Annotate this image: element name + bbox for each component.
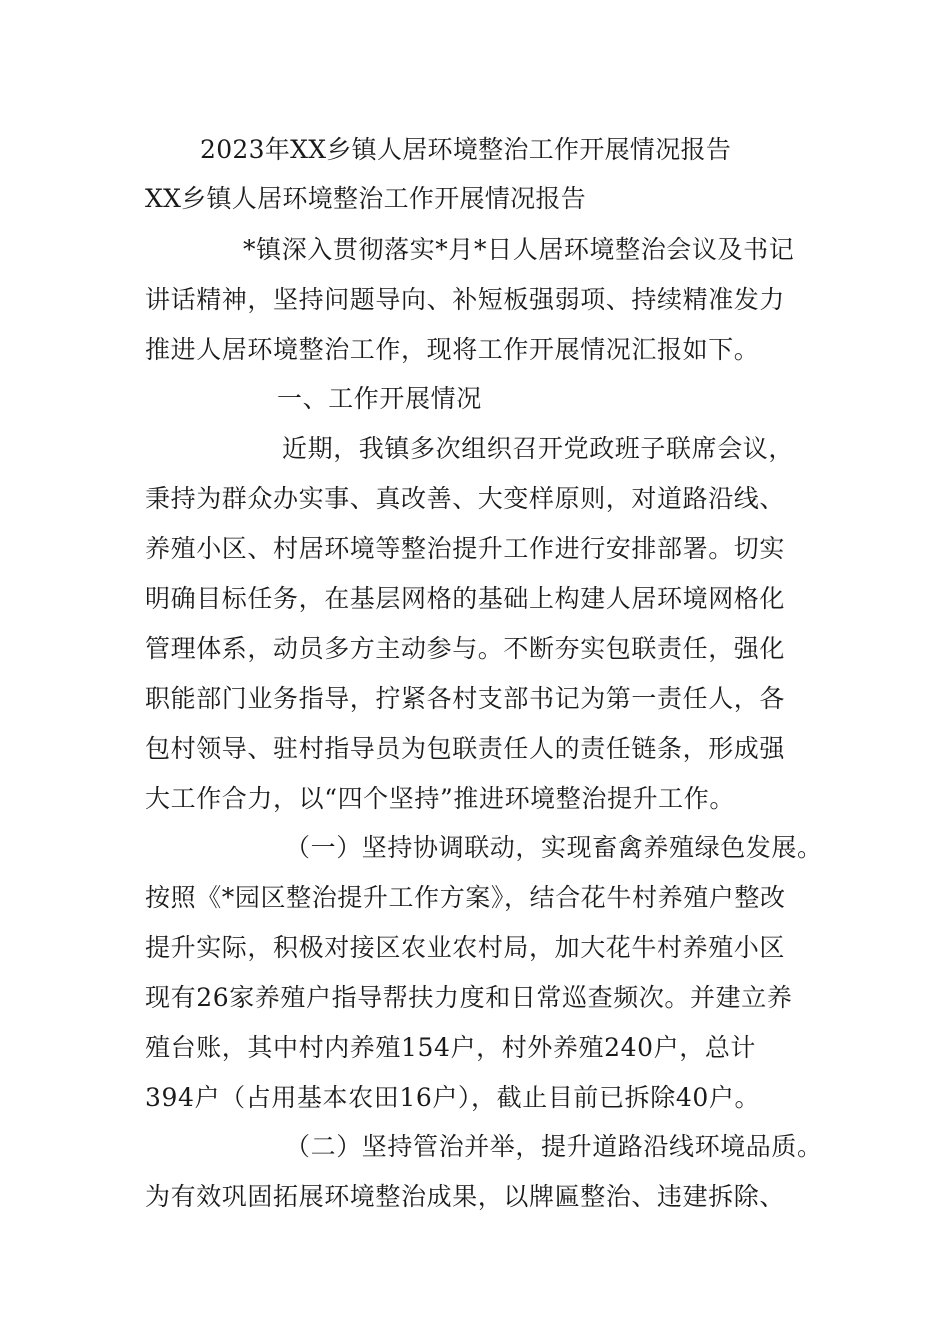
paragraph-line: 现有26家养殖户指导帮扶力度和日常巡查频次。并建立养	[145, 983, 793, 1012]
paragraph-line: *镇深入贯彻落实*月*日人居环境整治会议及书记	[243, 235, 795, 264]
paragraph-line: 提升实际，积极对接区农业农村局，加大花牛村养殖小区	[145, 933, 786, 962]
subsection-heading: （一）坚持协调联动，实现畜禽养殖绿色发展。	[285, 833, 823, 862]
paragraph-line: 秉持为群众办实事、真改善、大变样原则，对道路沿线、	[145, 484, 786, 513]
paragraph-line: 按照《*园区整治提升工作方案》，结合花牛村养殖户整改	[145, 883, 786, 912]
paragraph-line: 职能部门业务指导，拧紧各村支部书记为第一责任人，各	[145, 684, 786, 713]
document-subtitle: XX乡镇人居环境整治工作开展情况报告	[145, 184, 586, 213]
paragraph-line: 近期，我镇多次组织召开党政班子联席会议，	[282, 434, 795, 463]
paragraph-line: 养殖小区、村居环境等整治提升工作进行安排部署。切实	[145, 534, 786, 563]
paragraph-line: 为有效巩固拓展环境整治成果，以牌匾整治、违建拆除、	[145, 1182, 786, 1211]
paragraph-line: 大工作合力，以“四个坚持”推进环境整治提升工作。	[145, 784, 735, 813]
paragraph-line: 殖台账，其中村内养殖154户，村外养殖240户，总计	[145, 1033, 757, 1062]
paragraph-line: 明确目标任务，在基层网格的基础上构建人居环境网格化	[145, 584, 786, 613]
document-title: 2023年XX乡镇人居环境整治工作开展情况报告	[200, 135, 732, 164]
subsection-heading: （二）坚持管治并举，提升道路沿线环境品质。	[285, 1132, 823, 1161]
paragraph-line: 394户（占用基本农田16户），截止目前已拆除40户。	[145, 1083, 761, 1112]
section-heading: 一、工作开展情况	[277, 384, 482, 413]
paragraph-line: 推进人居环境整治工作，现将工作开展情况汇报如下。	[145, 335, 760, 364]
paragraph-line: 讲话精神，坚持问题导向、补短板强弱项、持续精准发力	[145, 285, 786, 314]
paragraph-line: 包村领导、驻村指导员为包联责任人的责任链条，形成强	[145, 734, 786, 763]
paragraph-line: 管理体系，动员多方主动参与。不断夯实包联责任，强化	[145, 634, 786, 663]
